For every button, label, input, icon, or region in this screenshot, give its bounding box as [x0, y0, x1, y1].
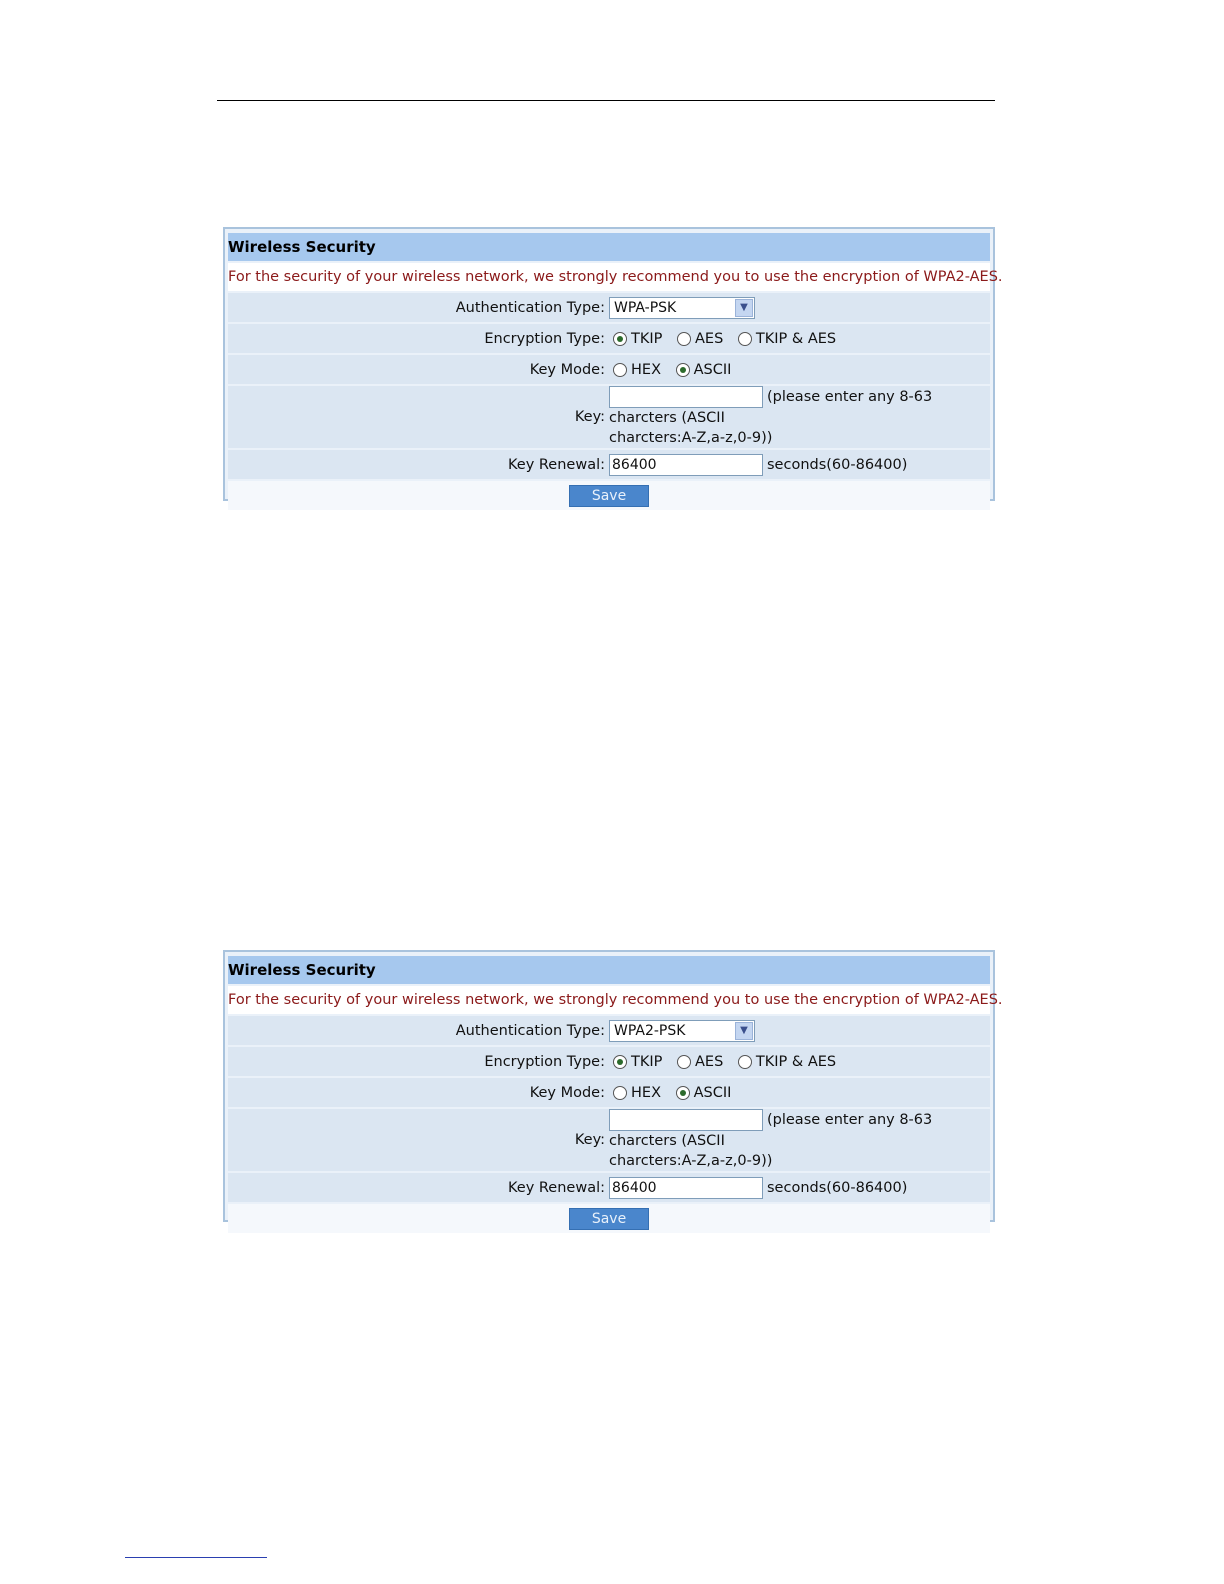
- auth-type-value: WPA2-PSK: [614, 1022, 686, 1039]
- enc-option-tkip-aes: TKIP & AES: [755, 1053, 837, 1070]
- auth-type-select[interactable]: [609, 1020, 755, 1042]
- enc-option-tkip: TKIP: [631, 1053, 663, 1070]
- enc-type-label: Encryption Type:: [228, 324, 609, 353]
- keymode-option-ascii: ASCII: [693, 1084, 732, 1101]
- key-renewal-input[interactable]: 86400: [609, 454, 763, 476]
- save-button[interactable]: Save: [569, 1208, 649, 1230]
- key-input[interactable]: [609, 386, 763, 408]
- key-label: Key:: [228, 386, 609, 448]
- enc-radio-tkip[interactable]: [613, 332, 627, 346]
- auth-type-label: Authentication Type:: [228, 1016, 609, 1045]
- enc-radio-aes[interactable]: [677, 332, 691, 346]
- auth-type-value: WPA-PSK: [614, 299, 677, 316]
- enc-option-tkip-aes: TKIP & AES: [755, 330, 837, 347]
- wireless-security-panel-wpa2-psk: [223, 950, 1003, 1227]
- key-hint-line2: charcters:A-Z,a-z,0-9)): [609, 430, 773, 446]
- auth-type-label: Authentication Type:: [228, 293, 609, 322]
- security-notice: For the security of your wireless network, we strongly recommend you to use the encryption of WPA2-AES.: [228, 263, 990, 291]
- keymode-option-hex: HEX: [631, 1084, 661, 1101]
- enc-radio-aes[interactable]: [677, 1055, 691, 1069]
- key-hint-line1: (please enter any 8-63 charcters (ASCII: [609, 389, 933, 426]
- key-renewal-hint: seconds(60-86400): [767, 456, 908, 473]
- chevron-down-icon[interactable]: ▼: [735, 299, 753, 317]
- chevron-down-icon[interactable]: ▼: [735, 1022, 753, 1040]
- footer-link-underline[interactable]: [125, 1557, 267, 1558]
- keymode-option-ascii: ASCII: [693, 361, 732, 378]
- wireless-security-panel-wpa-psk: [223, 227, 1003, 504]
- panel-title: Wireless Security: [228, 956, 990, 984]
- keymode-option-hex: HEX: [631, 361, 661, 378]
- wireless-security-table: [228, 954, 1003, 1235]
- key-mode-label: Key Mode:: [228, 355, 609, 384]
- key-renewal-input[interactable]: 86400: [609, 1177, 763, 1199]
- save-button[interactable]: Save: [569, 485, 649, 507]
- key-label: Key:: [228, 1109, 609, 1171]
- keymode-radio-ascii[interactable]: [676, 1086, 690, 1100]
- enc-radio-tkip[interactable]: [613, 1055, 627, 1069]
- wireless-security-table: [228, 231, 1003, 512]
- key-input[interactable]: [609, 1109, 763, 1131]
- key-hint-line2: charcters:A-Z,a-z,0-9)): [609, 1153, 773, 1169]
- key-hint-line1: (please enter any 8-63 charcters (ASCII: [609, 1112, 933, 1149]
- security-notice: For the security of your wireless network, we strongly recommend you to use the encryption of WPA2-AES.: [228, 986, 990, 1014]
- enc-radio-tkip-aes[interactable]: [738, 1055, 752, 1069]
- enc-radio-tkip-aes[interactable]: [738, 332, 752, 346]
- top-rule: [217, 100, 995, 101]
- key-renewal-label: Key Renewal:: [228, 1173, 609, 1202]
- key-renewal-label: Key Renewal:: [228, 450, 609, 479]
- enc-option-tkip: TKIP: [631, 330, 663, 347]
- panel-title: Wireless Security: [228, 233, 990, 261]
- key-renewal-hint: seconds(60-86400): [767, 1179, 908, 1196]
- key-mode-label: Key Mode:: [228, 1078, 609, 1107]
- keymode-radio-ascii[interactable]: [676, 363, 690, 377]
- keymode-radio-hex[interactable]: [613, 363, 627, 377]
- enc-option-aes: AES: [695, 330, 724, 347]
- enc-type-label: Encryption Type:: [228, 1047, 609, 1076]
- keymode-radio-hex[interactable]: [613, 1086, 627, 1100]
- enc-option-aes: AES: [695, 1053, 724, 1070]
- auth-type-select[interactable]: [609, 297, 755, 319]
